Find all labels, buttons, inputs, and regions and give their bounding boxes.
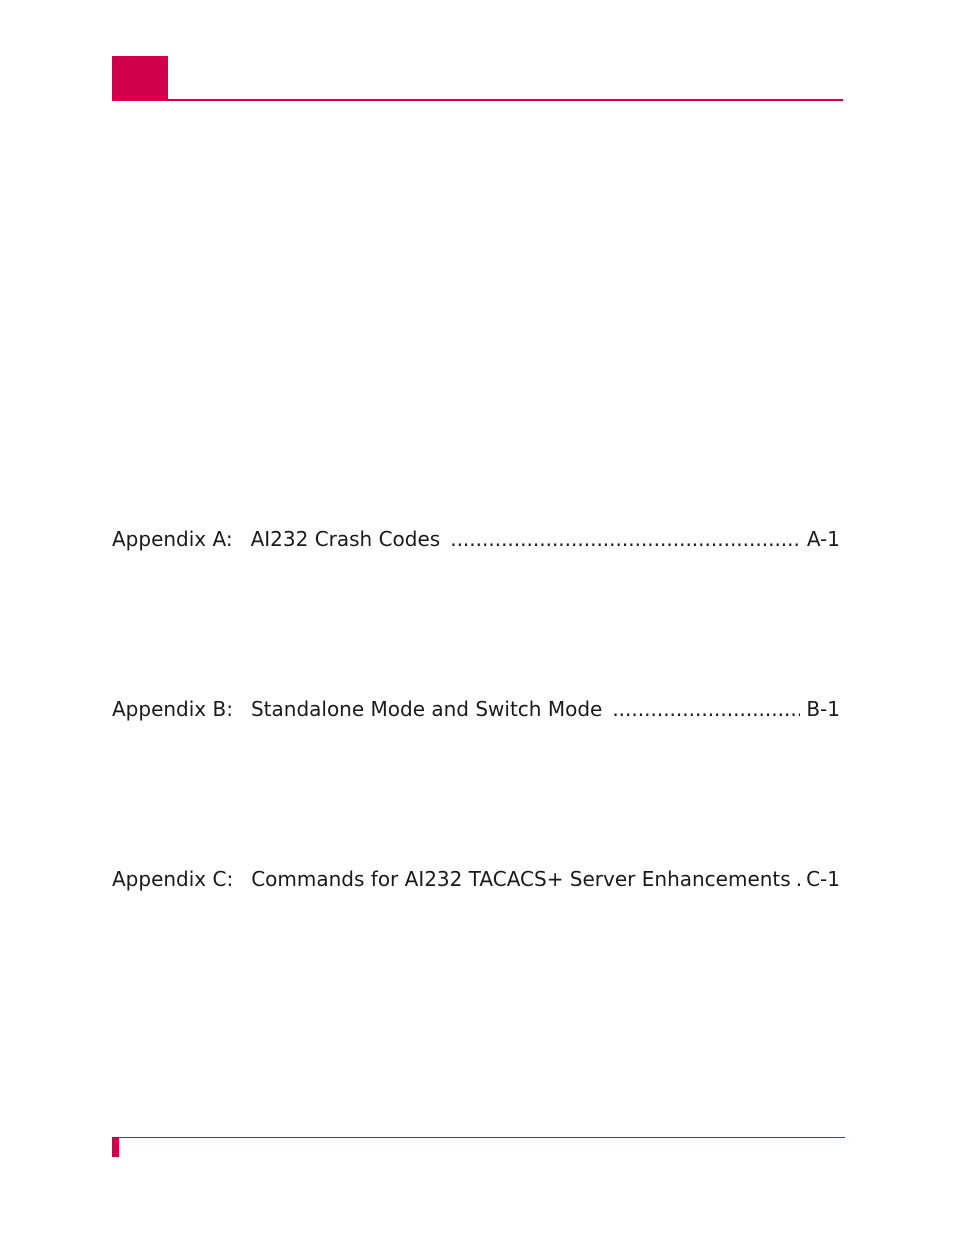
toc-entry-page: A-1 (806, 527, 840, 551)
toc-entry-page: C-1 (806, 867, 840, 891)
toc-entry-label: Appendix C: (112, 867, 234, 891)
header-rule (112, 99, 843, 101)
header-accent-block (112, 56, 168, 100)
toc-entry-title: AI232 Crash Codes (250, 527, 441, 551)
toc-dot-leader (612, 696, 800, 722)
toc-entry-appendix-c[interactable] (112, 866, 840, 892)
footer-rule (112, 1137, 845, 1138)
toc-entry-appendix-a[interactable] (112, 526, 840, 552)
toc-dot-leader (796, 866, 801, 892)
toc-entry-label: Appendix B: (112, 697, 233, 721)
toc-entry-page: B-1 (806, 697, 840, 721)
toc-entry-title: Commands for AI232 TACACS+ Server Enhancements (251, 867, 791, 891)
toc-dot-leader (450, 526, 801, 552)
toc-entry-label: Appendix A: (112, 527, 233, 551)
toc-entry-appendix-b[interactable] (112, 696, 840, 722)
toc-entry-title: Standalone Mode and Switch Mode (250, 697, 603, 721)
footer-accent-block (112, 1137, 119, 1157)
